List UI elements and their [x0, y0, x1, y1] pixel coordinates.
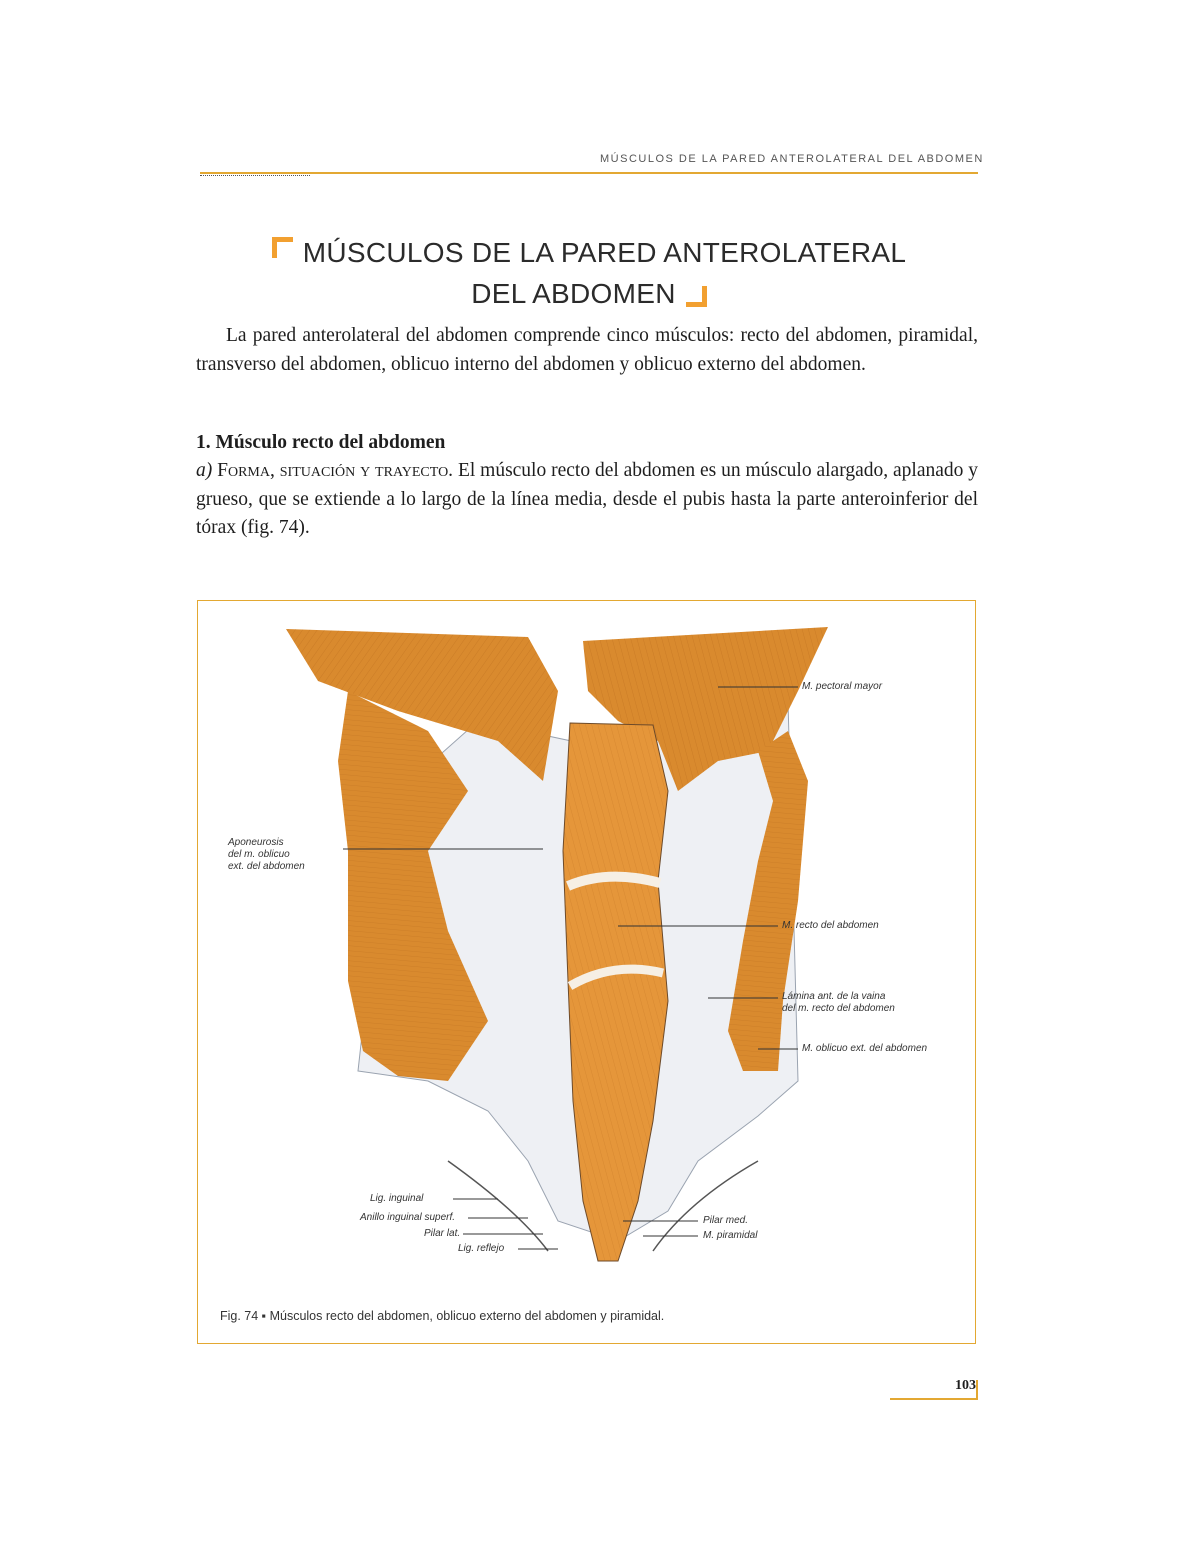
title-bracket-right-icon: [686, 286, 707, 307]
label-pilar-med: Pilar med.: [703, 1215, 749, 1226]
lead-marker: a): [196, 460, 213, 481]
header-rule-dots: [200, 175, 310, 178]
label-piramidal: M. piramidal: [703, 1230, 758, 1241]
label-lig-inguinal: Lig. inguinal: [370, 1193, 424, 1204]
label-lamina: Lámina ant. de la vaina del m. recto del abdomen: [782, 991, 895, 1014]
figure-caption: Fig. 74 ▪ Músculos recto del abdomen, oblicuo externo del abdomen y piramidal.: [220, 1309, 665, 1323]
page-number-tick: [976, 1380, 978, 1400]
page-number-rule: [890, 1398, 978, 1400]
label-pilar-lat: Pilar lat.: [424, 1228, 461, 1239]
title-bracket-left-icon: [272, 237, 293, 258]
page-number: 103: [955, 1378, 976, 1393]
label-recto: M. recto del abdomen: [782, 920, 879, 931]
section-body-text: El músculo recto del abdomen es un músculo alargado, aplanado y grueso, que se extiende a lo largo de la línea media, desde el pubis hasta la parte anteroinferior del tórax (fig. 74).: [196, 460, 979, 538]
abdomen-muscles-illustration: [198, 601, 974, 1341]
running-header: MÚSCULOS DE LA PARED ANTEROLATERAL DEL ABDOMEN: [600, 153, 984, 165]
label-oblicuo: M. oblicuo ext. del abdomen: [802, 1043, 928, 1054]
lead-title: Forma, situación y trayecto.: [217, 460, 454, 481]
label-pectoral: M. pectoral mayor: [802, 681, 883, 692]
header-rule: [200, 172, 978, 174]
section-paragraph: [196, 457, 978, 543]
intro-paragraph: La pared anterolateral del abdomen comprende cinco músculos: recto del abdomen, piramidal, transverso del abdomen, oblicuo interno del abdomen y oblicuo externo del abdomen.: [196, 325, 978, 375]
label-anillo: Anillo inguinal superf.: [360, 1212, 456, 1223]
page-title: [200, 232, 978, 314]
label-lig-reflejo: Lig. reflejo: [458, 1243, 505, 1254]
figure: [197, 600, 976, 1344]
label-aponeurosis: Aponeurosis del m. oblicuo ext. del abdomen: [228, 837, 305, 872]
title-line-2: DEL ABDOMEN: [471, 278, 676, 309]
section-heading: 1. Músculo recto del abdomen: [196, 432, 446, 453]
title-line-1: MÚSCULOS DE LA PARED ANTEROLATERAL: [302, 237, 907, 268]
